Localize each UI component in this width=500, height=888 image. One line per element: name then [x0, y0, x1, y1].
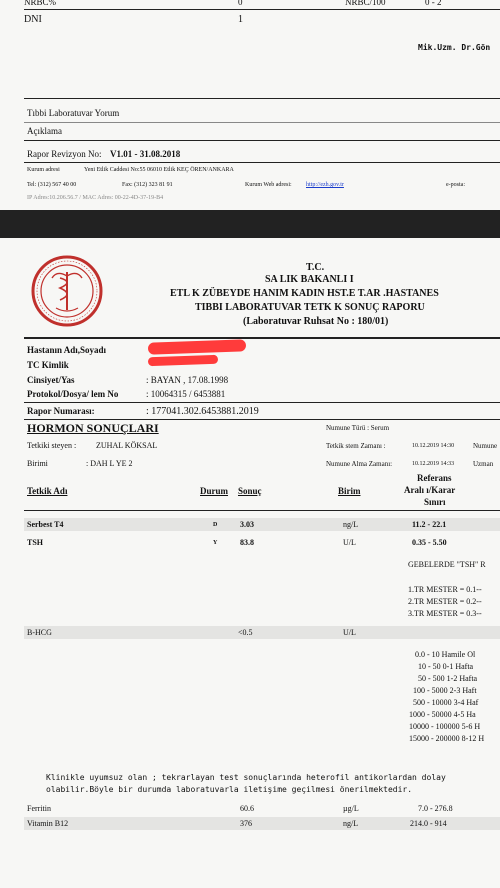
nrbc-percent-value: 0 [238, 0, 243, 7]
gender-age-label: Cinsiyet/Yas [27, 375, 75, 385]
divider [24, 122, 500, 123]
web-label: Kurum Web adresi: [245, 182, 292, 188]
dni-label: DNI [24, 14, 42, 25]
col-reference-1: Referans [417, 473, 452, 483]
pregnancy-tsh-title: GEBELERDE "TSH" R [408, 560, 486, 569]
row-bhcg-result: <0.5 [238, 628, 253, 637]
divider [24, 402, 500, 403]
trimester-1: 1.TR MESTER = 0.1-- [408, 585, 482, 594]
hcg-ref-2: 50 - 500 1-2 Hafta [418, 674, 478, 683]
report-number-value: : 177041.302.6453881.2019 [146, 406, 259, 417]
row-b12-result: 376 [240, 819, 252, 828]
report-page-top [0, 0, 500, 210]
protocol-value: : 10064315 / 6453881 [146, 389, 226, 399]
protocol-label: Protokol/Dosya/ lem No [27, 389, 119, 399]
fax: Fax: (312) 323 81 91 [122, 182, 173, 188]
row-free-t4-ref: 11.2 - 22.1 [412, 520, 447, 529]
row-shade [24, 626, 500, 639]
heterophil-note-line1: Klinikle uyumsuz olan ; tekrarlayan test sonuçlarında heterofil antikorlardan dolay [46, 773, 446, 782]
col-reference-2: Aralı ı/Karar [404, 485, 456, 495]
row-tsh-ref: 0.35 - 5.50 [412, 538, 447, 547]
hcg-ref-6: 10000 - 100000 5-6 H [409, 722, 481, 731]
header-tc: T.C. [306, 262, 325, 273]
department-label: Birimi [27, 459, 48, 468]
header-license: (Laboratuvar Ruhsat No : 180/01) [243, 316, 389, 327]
header-hospital: ETL K ZÜBEYDE HANIM KADIN HST.E T.AR .HASTANES [170, 288, 439, 299]
divider [24, 162, 500, 163]
report-number-label: Rapor Numarası: [27, 406, 95, 416]
sample-cut-label: Numune [473, 442, 498, 450]
collection-time-label: Numune Alma Zamanı: [326, 460, 393, 468]
patient-name-label: Hastanın Adı,Soyadı [27, 345, 107, 355]
web-link[interactable]: http://ezh.gov.tr [306, 182, 344, 188]
heterophil-note-line2: olabilir.Böyle bir durumda laboratuvarla iletişime geçilmesi önerilmektedir. [46, 785, 413, 794]
row-b12-name: Vitamin B12 [27, 819, 69, 828]
header-report-title: TIBBI LABORATUVAR TETK K SONUÇ RAPORU [195, 302, 425, 313]
phone: Tel: (312) 567 40 00 [27, 182, 77, 188]
divider [24, 419, 500, 420]
col-reference-3: Sınırı [424, 497, 446, 507]
sample-type: Numune Türü : Serum [326, 424, 390, 432]
col-result: Sonuç [238, 486, 262, 496]
redacted-tc-number [148, 355, 218, 366]
header-ministry: SA LIK BAKANLI I [265, 274, 354, 285]
divider [24, 510, 500, 511]
col-status: Durum [200, 486, 229, 496]
divider [24, 9, 500, 10]
row-tsh-name: TSH [27, 538, 44, 547]
ip-address: IP Adres:10.206.56.7 / MAC Adres: 00-22-4D-37-19-B4 [27, 195, 164, 201]
requester-value: ZUHAL KÖKSAL [96, 441, 158, 450]
nrbc-percent-label: NRBC% [24, 0, 57, 7]
nrbc-100-label: NRBC/100 [345, 0, 386, 7]
address-label: Kurum adresi [27, 167, 60, 173]
department-value: : DAH L YE 2 [86, 459, 133, 468]
revision-label: Rapor Revizyon No: [27, 149, 102, 159]
row-free-t4-result: 3.03 [240, 520, 254, 529]
row-b12-unit: ng/L [343, 819, 359, 828]
row-tsh-status: Y [213, 540, 218, 546]
row-tsh-result: 83.8 [240, 538, 254, 547]
trimester-3: 3.TR MESTER = 0.3-- [408, 609, 482, 618]
col-test-name: Tetkik Adı [27, 486, 68, 496]
row-b12-ref: 214.0 - 914 [410, 819, 447, 828]
doctor-signature: Mik.Uzm. Dr.Gön [418, 43, 491, 52]
email-label: e-posta: [446, 182, 465, 188]
hcg-ref-4: 500 - 10000 3-4 Haf [413, 698, 479, 707]
hcg-ref-7: 15000 - 200000 8-12 H [409, 734, 485, 743]
trimester-2: 2.TR MESTER = 0.2-- [408, 597, 482, 606]
nrbc-ref: 0 - 2 [425, 0, 442, 7]
request-time-value: 10.12.2019 14:30 [412, 443, 455, 449]
lab-comment-label: Tıbbi Laboratuvar Yorum [27, 108, 120, 118]
divider [24, 337, 500, 339]
revision-value: V1.01 - 31.08.2018 [110, 149, 181, 159]
row-ferritin-ref: 7.0 - 276.8 [418, 804, 453, 813]
gender-age-value: : BAYAN , 17.08.1998 [146, 375, 229, 385]
collection-time-value: 10.12.2019 14:33 [412, 461, 455, 467]
row-ferritin-result: 60.6 [240, 804, 254, 813]
col-unit: Birim [338, 486, 361, 496]
row-free-t4-name: Serbest T4 [27, 520, 64, 529]
divider [24, 98, 500, 99]
requester-label: Tetkiki steyen : [27, 441, 77, 450]
row-ferritin-unit: µg/L [343, 804, 359, 813]
tc-id-label: TC Kimlik [27, 360, 69, 370]
ministry-of-health-seal-icon [30, 254, 104, 328]
hcg-ref-5: 1000 - 50000 4-5 Ha [409, 710, 476, 719]
row-bhcg-name: B-HCG [27, 628, 52, 637]
row-bhcg-unit: U/L [343, 628, 356, 637]
row-free-t4-unit: ng/L [343, 520, 359, 529]
section-title: HORMON SONUÇLARI [27, 421, 159, 435]
redacted-patient-name [148, 339, 246, 354]
specialist-cut-label: Uzman [473, 460, 494, 468]
explanation-label: Açıklama [27, 126, 62, 136]
row-free-t4-status: D [213, 522, 218, 528]
report-page-main [0, 238, 500, 888]
address-value: Yeni Etlik Caddesi No:55 06010 Etlik KEÇ ÖREN/ANKARA [84, 167, 234, 173]
hcg-ref-0: 0.0 - 10 Hamile Ol [415, 650, 476, 659]
row-tsh-unit: U/L [343, 538, 356, 547]
divider [24, 140, 500, 141]
row-ferritin-name: Ferritin [27, 804, 51, 813]
hcg-ref-1: 10 - 50 0-1 Hafta [418, 662, 474, 671]
request-time-label: Tetkik stem Zamanı : [326, 442, 386, 450]
hcg-ref-3: 100 - 5000 2-3 Haft [413, 686, 477, 695]
dni-value: 1 [238, 14, 243, 25]
